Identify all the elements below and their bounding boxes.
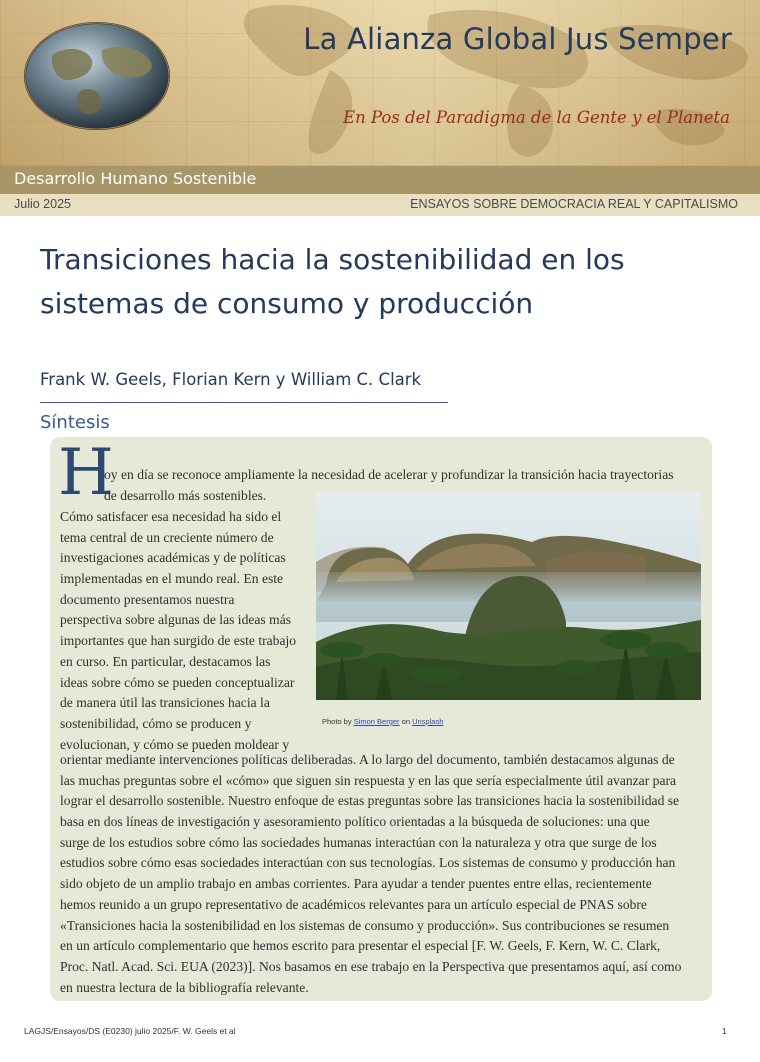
text-line: evolucionan, y cómo se pueden moldear y	[60, 736, 290, 752]
drop-cap: H	[58, 436, 114, 510]
text-line: perspectiva sobre algunas de las ideas más	[60, 612, 292, 628]
text-line: en un artículo complementario que hemos escrito para presentar el especial [F. W. Geels, F. Kern, W. C. Clark,	[60, 938, 661, 954]
text-line: basa en dos líneas de investigación y asesoramiento político orientadas a la búsqueda de soluciones: una que	[60, 814, 650, 830]
text-line: en curso. En particular, destacamos las	[60, 653, 271, 669]
authors: Frank W. Geels, Florian Kern y William C. Clark	[40, 370, 422, 389]
text-line: «Transiciones hacia la sostenibilidad en los sistemas de consumo y producción». Sus contribuciones se resumen	[60, 917, 670, 933]
text-line: de manera útil las transiciones hacia la	[60, 695, 270, 711]
header-banner	[0, 0, 760, 166]
organization-tagline: En Pos del Paradigma de la Gente y el Planeta	[343, 108, 730, 127]
divider	[40, 402, 448, 403]
text-line: las muchas preguntas sobre el «cómo» que siguen sin respuesta y en las que sería especialmente útil avanzar para	[60, 772, 677, 788]
text-line: Cómo satisfacer esa necesidad ha sido el	[60, 509, 282, 524]
text-line: ideas sobre cómo se pueden conceptualizar	[60, 674, 295, 690]
full-width-text	[60, 750, 710, 998]
photo-credit-on: on	[401, 717, 410, 726]
text-line: orientar mediante intervenciones políticas deliberadas. A lo largo del documento, también destacamos algunas de	[60, 752, 675, 767]
text-line: oy en día se reconoce ampliamente la necesidad de acelerar y profundizar la transición hacia trayectorias	[104, 467, 674, 482]
narrow-column-text	[60, 507, 310, 755]
text-line: importantes que han surgido de este trabajo	[60, 633, 297, 649]
footer-reference: LAGJS/Ensayos/DS (E0230) julio 2025/F. W. Geels et al	[24, 1026, 236, 1036]
meta-band	[0, 194, 760, 216]
photo-credit-prefix: Photo by	[322, 717, 352, 726]
page-number: 1	[722, 1026, 727, 1036]
text-line: documento presentamos nuestra	[60, 591, 235, 607]
landscape-image	[316, 492, 701, 700]
text-line: tema central de un creciente número de	[60, 529, 274, 545]
organization-title: La Alianza Global Jus Semper	[303, 22, 732, 56]
section-heading: Síntesis	[40, 412, 110, 433]
text-line: lograr el desarrollo sostenible. Nuestro enfoque de estas preguntas sobre las transiciones hacia la sostenibilidad se	[60, 793, 680, 809]
page-title	[40, 238, 720, 326]
text-line: Proc. Natl. Acad. Sci. EUA (2023)]. Nos basamos en ese trabajo en la Perspectiva que presentamos aquí, así como	[60, 958, 682, 974]
page-title-line: Transiciones hacia la sostenibilidad en los	[40, 243, 625, 276]
text-line: sido objeto de un amplio trabajo en ambas corrientes. Para ayudar a tender puentes entre ellas, recientemente	[60, 876, 652, 892]
text-line: investigaciones académicas y de políticas	[60, 550, 286, 566]
text-line: sostenibilidad, cómo se producen y	[60, 715, 252, 731]
landscape-photo	[316, 492, 701, 700]
publication-date: Julio 2025	[14, 197, 71, 211]
page-title-line: sistemas de consumo y producción	[40, 287, 534, 320]
unsplash-link[interactable]: Unsplash	[412, 717, 444, 726]
text-line: hemos reunido a un grupo representativo de académicos relevantes para un artículo especial de PNAS sobre	[60, 896, 647, 912]
collection-name: ENSAYOS SOBRE DEMOCRACIA REAL Y CAPITALISMO	[410, 197, 738, 211]
series-band: Desarrollo Humano Sostenible	[0, 166, 760, 194]
text-line: de desarrollo más sostenibles.	[104, 488, 267, 503]
text-line: en nuestra lectura de la bibliografía relevante.	[60, 979, 309, 995]
text-line: estudios sobre cómo esas sociedades interactúan con sus tecnologías. Los sistemas de consumo y producción han	[60, 855, 676, 871]
globe-icon	[22, 20, 172, 132]
photo-credit	[322, 717, 443, 726]
text-line: implementadas en el mundo real. En este	[60, 571, 284, 587]
photographer-link[interactable]: Simon Berger	[353, 717, 400, 726]
text-line: surge de los estudios sobre cómo las sociedades humanas interactúan con la naturaleza y otra que surge de los	[60, 834, 657, 850]
